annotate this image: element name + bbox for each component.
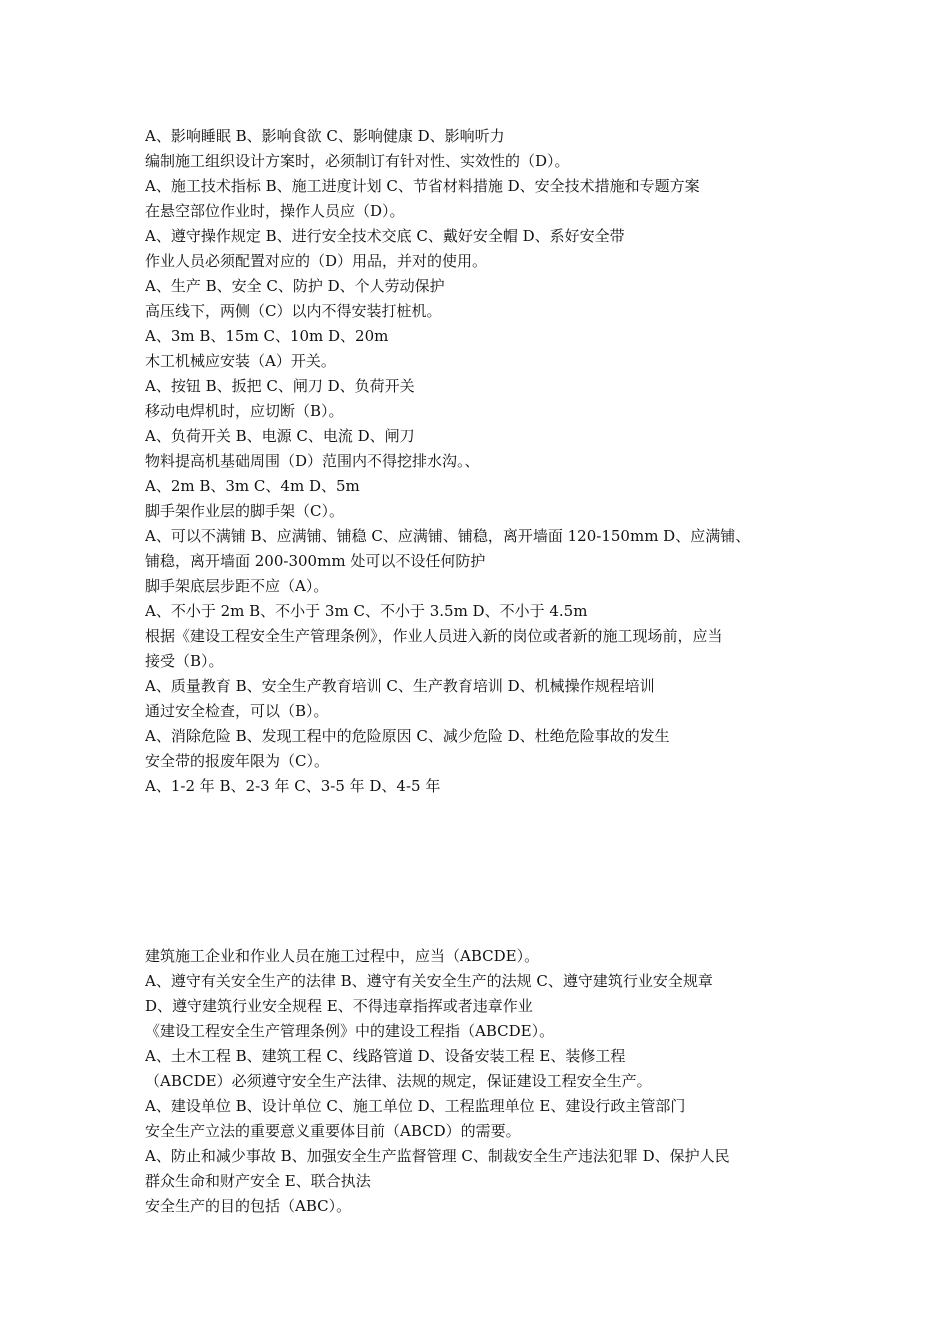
text-line: 接受（B）。 [145,652,224,670]
text-line: D、遵守建筑行业安全规程 E、不得违章指挥或者违章作业 [145,997,533,1015]
text-line: 安全带的报废年限为（C）。 [145,752,329,770]
text-line: A、施工技术指标 B、施工进度计划 C、节省材料措施 D、安全技术措施和专题方案 [145,177,700,195]
text-line: 通过安全检查，可以（B）。 [145,702,329,720]
text-line: A、不小于 2m B、不小于 3m C、不小于 3.5m D、不小于 4.5m [145,602,588,620]
question-block-multiple-choice [145,944,810,1219]
text-line: 编制施工组织设计方案时，必须制订有针对性、实效性的（D）。 [145,152,570,170]
text-line: 作业人员必须配置对应的（D）用品，并对的使用。 [145,252,488,270]
text-line: A、防止和减少事故 B、加强安全生产监督管理 C、制裁安全生产违法犯罪 D、保护人民 [145,1147,730,1165]
question-block-single-choice [145,124,810,799]
text-line: A、按钮 B、扳把 C、闸刀 D、负荷开关 [145,377,415,395]
text-line: 建筑施工企业和作业人员在施工过程中，应当（ABCDE）。 [145,947,540,965]
text-line: A、质量教育 B、安全生产教育培训 C、生产教育培训 D、机械操作规程培训 [145,677,655,695]
text-line: A、遵守操作规定 B、进行安全技术交底 C、戴好安全帽 D、系好安全带 [145,227,625,245]
text-line: （ABCDE）必须遵守安全生产法律、法规的规定，保证建设工程安全生产。 [145,1072,652,1090]
text-line: 物料提高机基础周围（D）范围内不得挖排水沟。、 [145,452,480,470]
text-line: 安全生产的目的包括（ABC）。 [145,1197,352,1215]
text-line: 铺稳，离开墙面 200-300mm 处可以不设任何防护 [145,552,486,570]
text-line: 在悬空部位作业时，操作人员应（D）。 [145,202,405,220]
text-line: 脚手架作业层的脚手架（C）。 [145,502,344,520]
text-line: A、3m B、15m C、10m D、20m [145,327,389,345]
text-line: 木工机械应安装（A）开关。 [145,352,336,370]
text-line: 移动电焊机时，应切断（B）。 [145,402,344,420]
text-line: A、可以不满铺 B、应满铺、铺稳 C、应满铺、铺稳，离开墙面 120-150mm D、应满铺、 [145,527,751,545]
text-line: A、1-2 年 B、2-3 年 C、3-5 年 D、4-5 年 [145,777,441,795]
text-line: 群众生命和财产安全 E、联合执法 [145,1172,371,1190]
text-line: 安全生产立法的重要意义重要体目前（ABCD）的需要。 [145,1122,521,1140]
text-line: A、消除危险 B、发现工程中的危险原因 C、减少危险 D、杜绝危险事故的发生 [145,727,670,745]
text-line: A、生产 B、安全 C、防护 D、个人劳动保护 [145,277,445,295]
text-line: 脚手架底层步距不应（A）。 [145,577,329,595]
text-line: A、2m B、3m C、4m D、5m [145,477,360,495]
text-line: A、负荷开关 B、电源 C、电流 D、闸刀 [145,427,415,445]
text-line: 根据《建设工程安全生产管理条例》，作业人员进入新的岗位或者新的施工现场前，应当 [145,627,723,645]
text-line: A、影响睡眠 B、影响食欲 C、影响健康 D、影响听力 [145,127,505,145]
text-line: A、建设单位 B、设计单位 C、施工单位 D、工程监理单位 E、建设行政主管部门 [145,1097,686,1115]
text-line: 《建设工程安全生产管理条例》中的建设工程指（ABCDE）。 [145,1022,555,1040]
text-line: 高压线下，两侧（C）以内不得安装打桩机。 [145,302,442,320]
text-line: A、土木工程 B、建筑工程 C、线路管道 D、设备安装工程 E、装修工程 [145,1047,626,1065]
text-line: A、遵守有关安全生产的法律 B、遵守有关安全生产的法规 C、遵守建筑行业安全规章 [145,972,713,990]
